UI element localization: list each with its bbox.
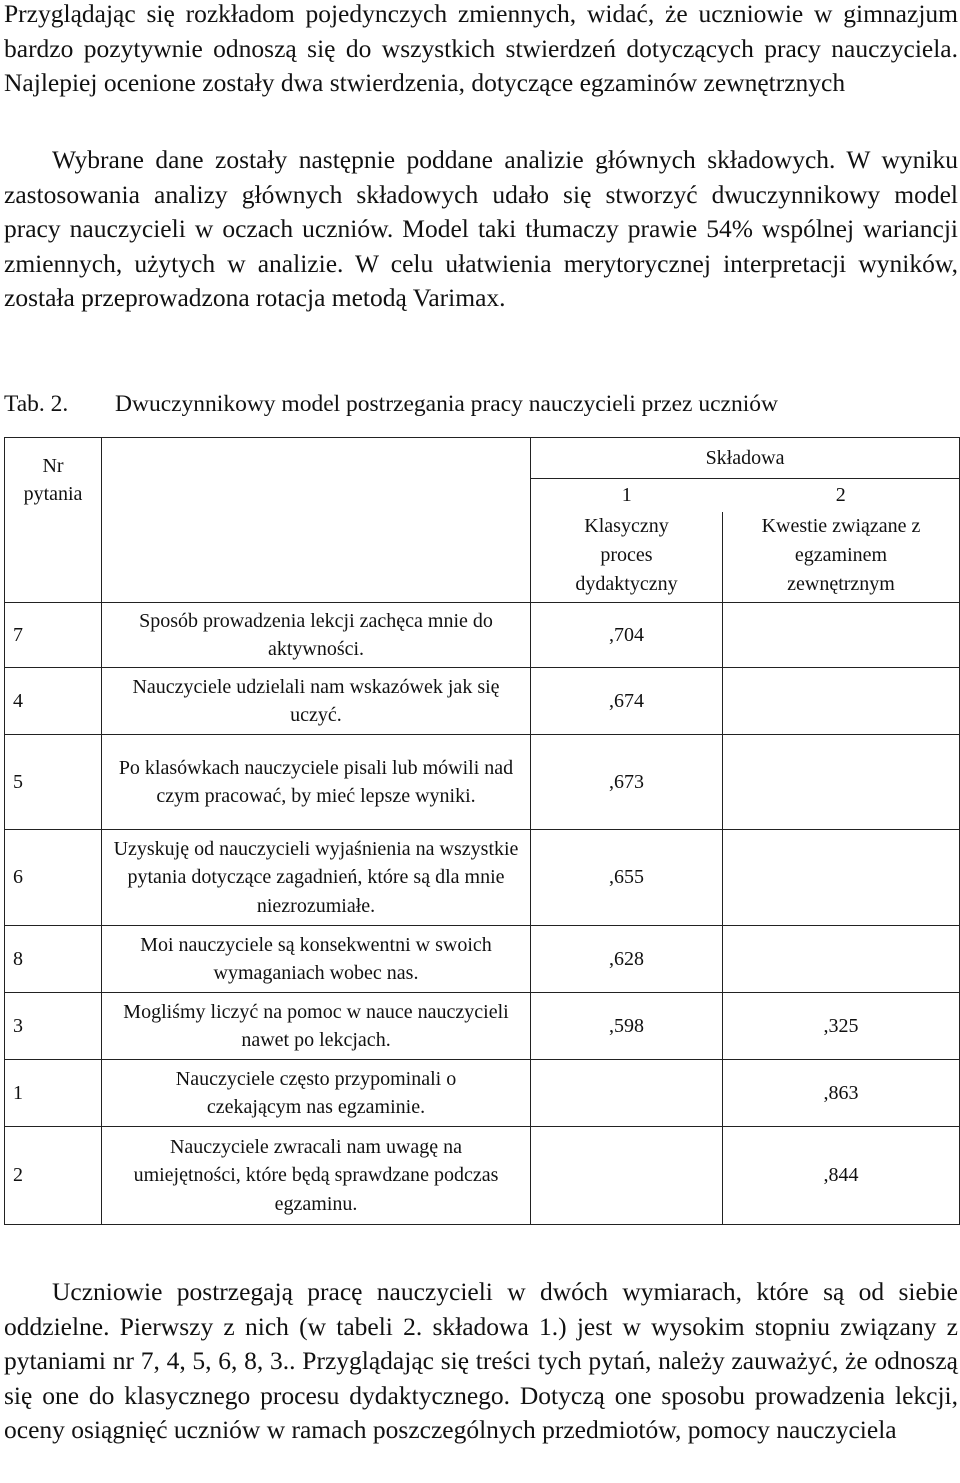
row-component-1: ,674 [531,668,723,735]
header-component-1-number: 1 [531,479,723,513]
row-nr: 4 [5,668,102,735]
row-nr: 5 [5,735,102,830]
row-component-2: ,863 [723,1060,960,1127]
row-component-2 [723,830,960,926]
table-row [5,1127,960,1225]
row-nr: 8 [5,926,102,993]
intro-paragraph-2: Wybrane dane zostały następnie poddane analizie głównych składowych. W wyniku zastosowania analizy głównych składowych udało się stworzyć dwuczynnikowy model pracy nauczycieli w oczach uczniów. Model taki tłumaczy prawie 54% wspólnej wariancji zmiennych, użytych w analizie. W celu ułatwienia merytorycznej interpretacji wyników, została przeprowadzona rotacja metodą Varimax. [4,145,958,312]
row-question: Nauczyciele często przypominali o czekającym nas egzaminie. [102,1060,531,1127]
row-nr: 1 [5,1060,102,1127]
row-question: Nauczyciele udzielali nam wskazówek jak się uczyć. [102,668,531,735]
table-row [5,735,960,830]
row-component-2: ,325 [723,993,960,1060]
row-question: Nauczyciele zwracali nam uwagę na umiejętności, które będą sprawdzane podczas egzaminu. [102,1127,531,1225]
row-question: Moi nauczyciele są konsekwentni w swoich wymaganiach wobec nas. [102,926,531,993]
row-component-1: ,655 [531,830,723,926]
row-component-1 [531,1060,723,1127]
row-nr: 6 [5,830,102,926]
table-caption-label: Tab. 2. [4,391,69,417]
table-row [5,668,960,735]
row-component-1: ,628 [531,926,723,993]
header-question-blank [102,438,531,603]
intro-paragraph-1: Przyglądając się rozkładom pojedynczych zmiennych, widać, że uczniowie w gimnazjum bardzo pozytywnie odnoszą się do wszystkich stwierdzeń dotyczących pracy nauczyciela. Najlepiej ocenione zostały dwa stwierdzenia, dotyczące egzaminów zewnętrznych [4,0,958,97]
table-row [5,1060,960,1127]
table-row [5,993,960,1060]
row-nr: 3 [5,993,102,1060]
row-component-1: ,704 [531,603,723,668]
header-skladowa: Składowa [531,438,960,479]
outro-paragraph: Uczniowie postrzegają pracę nauczycieli w dwóch wymiarach, które są od siebie oddzielne. Pierwszy z nich (w tabeli 2. składowa 1.) jest w wysokim stopniu związany z pytaniami nr 7, 4, 5, 6, 8, 3.. Przyglądając się treści tych pytań, należy zauważyć, że odnoszą się one do klasycznego procesu dydaktycznego. Dotyczą one sposobu prowadzenia lekcji, oceny osiągnięć uczniów w ramach poszczególnych przedmiotów, pomocy nauczyciela [4,1277,958,1444]
row-component-2 [723,603,960,668]
header-nr-pytania: Nr pytania [5,438,102,603]
row-component-1: ,673 [531,735,723,830]
row-component-2 [723,668,960,735]
table-caption [4,388,958,420]
header-component-2-name: Kwestie związane z egzaminem zewnętrznym [723,512,960,603]
row-component-2 [723,735,960,830]
component-matrix-table [4,437,960,1225]
row-component-2 [723,926,960,993]
header-component-2-number: 2 [723,479,960,513]
row-component-1 [531,1127,723,1225]
row-component-1: ,598 [531,993,723,1060]
row-question: Po klasówkach nauczyciele pisali lub mówili nad czym pracować, by mieć lepsze wyniki. [102,735,531,830]
row-nr: 7 [5,603,102,668]
row-component-2: ,844 [723,1127,960,1225]
table-row [5,830,960,926]
row-question: Uzyskuję od nauczycieli wyjaśnienia na wszystkie pytania dotyczące zagadnień, które są dla mnie niezrozumiałe. [102,830,531,926]
row-nr: 2 [5,1127,102,1225]
table-caption-title: Dwuczynnikowy model postrzegania pracy nauczycieli przez uczniów [115,391,778,417]
table-row [5,603,960,668]
header-component-1-name: Klasyczny proces dydaktyczny [531,512,723,603]
row-question: Mogliśmy liczyć na pomoc w nauce nauczycieli nawet po lekcjach. [102,993,531,1060]
row-question: Sposób prowadzenia lekcji zachęca mnie do aktywności. [102,603,531,668]
table-row [5,926,960,993]
